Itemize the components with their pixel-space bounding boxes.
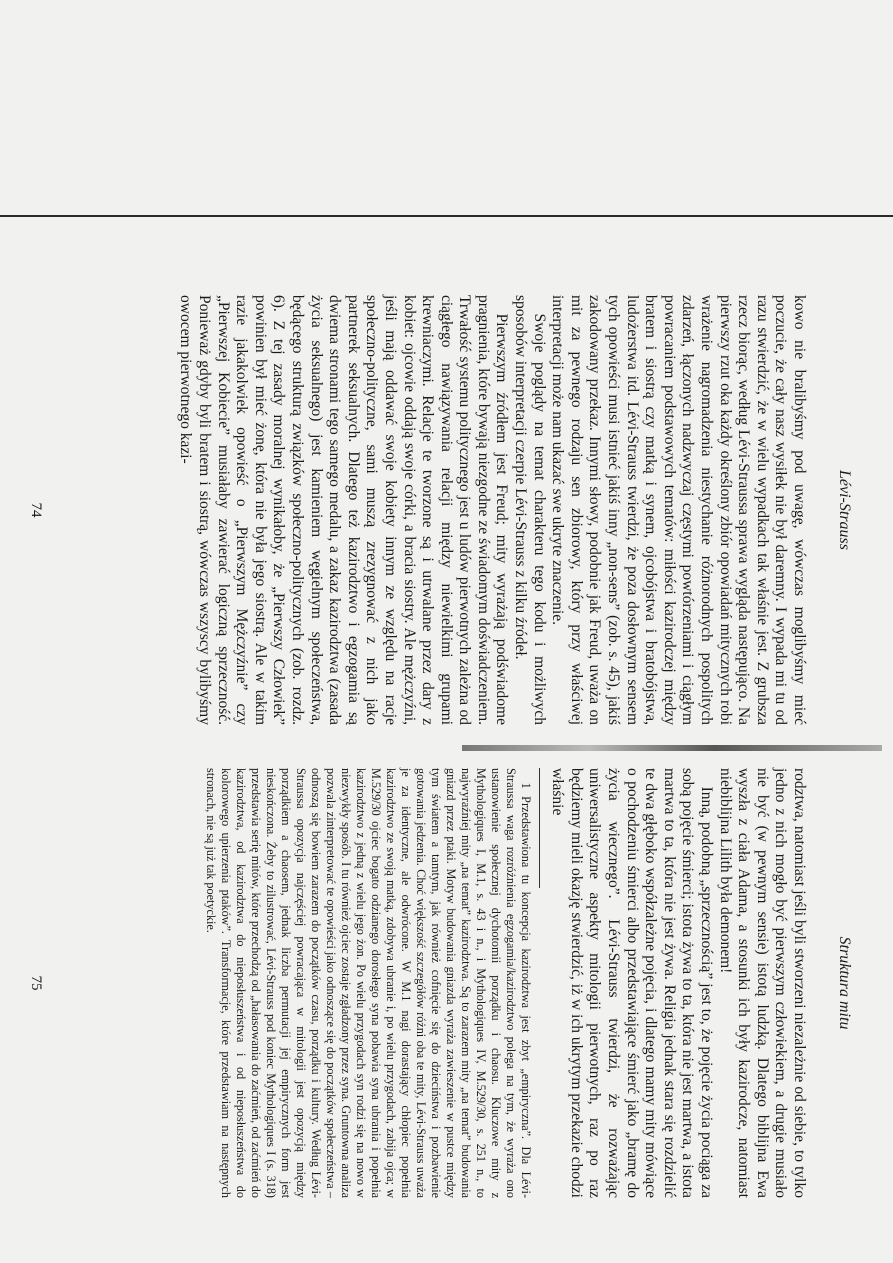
top-scan-edge xyxy=(0,215,893,217)
page-number: 75 xyxy=(27,975,44,991)
book-gutter-shadow xyxy=(462,745,882,751)
paragraph: Pierwszym źródłem jest Freud; mity wyrażają podświadome pragnienia, które bywają niezgodne ze świadomym doświadczeniem. Trwałość systemu politycznego jest u ludów pierwotnych zależna od ciągłego nawiązywania relacji między niewielkimi grupami krewniaczymi. Relacje te tworzone są i utrwalane przez dary z kobiet: ojcowie oddają swoje córki, a bracia siostry. Ale mężczyźni, jeśli mają oddawać swoje kobiety innym ze względu na racje społeczno-polityczne, sami muszą zrezygnować z nich jako partnerek seksualnych. Dlatego też kazirodztwo i egzogamia są dwiema stronami tego samego medalu, a zakaz kazirodztwa (zasada życia seksualnego) jest kamieniem węgielnym społeczeństwa, będącego strukturą związków społeczno-politycznych (zob. rozdz. 6). Z tej zasady moralnej wynikałoby, że „Pierwszy Człowiek” powinien był mieć żonę, która nie była jego siostrą. Ale w takim razie jakakolwiek opowieść o „Pierwszym Mężczyźnie” czy „Pierwszej Kobiecie” musiałaby zawierać logiczną sprzeczność. Ponieważ gdyby byli bratem i siostrą, wówczas wszyscy bylibyśmy owocem pierwotnego kazi- xyxy=(177,295,511,725)
paragraph: kowo nie bralibyśmy pod uwagę, wówczas moglibyśmy mieć poczucie, że cały nasz wysiłek nie był daremny. I wypada mi tu od razu stwierdzić, że w wielu wypadkach tak właśnie jest. Z grubsza rzecz biorąc, według Lévi-Straussa sprawa wygląda następująco. Na pierwszy rzut oka każdy określony zbiór opowiadań mitycznych robi wrażenie nagromadzenia niestychanie różnorodnych pospolitych zdarzeń, łączonych nadzwyczaj częstymi powtórzeniami i ciągłym powracaniem podstawowych tematów: miłości kazirodczej między bratem i siostrą czy matką i synem, ojcobójstwa i bratobójstwa, ludożerstwa itd. Lévi-Strauss twierdzi, że poza dosłownym sensem tych opowieści musi istnieć jakiś inny „non-sens” (zob. s. 45), jakiś zakodowany przekaz. Innymi słowy, podobnie jak Freud, uważa on mit za pewnego rodzaju sen zbiorowy, który przy właściwej interpretacji może nam ukazać swe ukryte znaczenie. xyxy=(549,295,808,725)
page-number: 74 xyxy=(27,502,44,518)
paragraph: Swoje poglądy na temat charakteru tego kodu i możliwych sposobów interpretacji czerpie Lévi-Strauss z kilku źródeł. xyxy=(512,295,548,725)
running-head: Struktura mitu xyxy=(836,936,853,1030)
running-head: Lévi-Strauss xyxy=(836,470,853,550)
paragraph: rodztwa, natomiast jeśli byli stworzeni niezależnie od siebie, to tylko jedno z nich mogło być pierwszym człowiekiem, a drugie musiało nie być (w pewnym sensie) istotą ludzką. Dlatego biblijna Ewa wyszła z ciała Adama, a stosunki ich były kazirodcze, natomiast niebiblijna Lilith była demonem! xyxy=(716,768,808,1198)
right-page xyxy=(27,768,853,1198)
paragraph: Inną, podobną „sprzecznością” jest to, że pojęcie życia pociąga za sobą pojęcie śmierci; istota żywa to ta, która nie jest martwa, a istota martwa to ta, która nie jest żywa. Religia jednak stara się rozdzielić te dwa głęboko współzależne pojęcia, i dlatego mamy mity mówiące o pochodzeniu śmierci albo przedstawiające śmierć jako „bramę do życia wiecznego”. Lévi-Strauss twierdzi, że rozważając uniwersalistyczne aspekty mitologii pierwotnych, raz po raz będziemy mieli okazję stwierdzić, iż w ich ukrytym przekazie chodzi właśnie xyxy=(549,768,716,1198)
left-page xyxy=(27,295,853,725)
footnote-rule xyxy=(539,768,540,888)
footnote: 1 Przedstawiona tu koncepcja kazirodztwa jest zbyt „empiryczna”. Dla Lévi-Straussa waga rozróżnienia egzogamia/kazirodztwo polega na tym, że wyraża ono ustanowienie społecznej dychotomii porządku i chaosu. Kluczowe mity z Mythologiques I, M.1, s. 43 i n., i Mythologiques IV, M.529/30, s. 251 n., to najwyraźniej mity „na temat” kazirodztwa. Są to zarazem mity „na temat” budowania gniazd przez ptaki. Motyw budowania gniazda wyraża zawieszenie w pustce między tym światem a tamtym, jak również cofnięcie się do dzieciństwa i pozbawienie gotowania jedzenia. Choć większość szczegółów różni oba te mity, Lévi-Strauss uważa je za identyczne, ale odwrócone. W M.1 nagi dorastający chłopiec popełnia kazirodztwo ze swoją matką, zdobywa ubranie i, po wielu przygodach, zabija ojca; w M.529/30 ojciec bogato odzianego dorosłego syna pobawia syna ubrania i popełnia kazirodztwo z jedną z wielu jego żon. Po wielu przygodach syn rodzi się na nowo w niezwykły sposób. I tu również ojciec zostaje zgładzony przez syna. Gruntowna analiza pozwala zinterpretować te opowieści jako odnoszące się do początków społeczeństwa – odnoszą się bowiem zarazem do początków czasu, porządku i kultury. Według Lévi-Straussa opozycja najczęściej powracająca w mitologii jest opozycją między porządkiem a chaosem, jednak liczba permutacji jej empirycznych form jest nieskończona. Żeby to zilustrować, Lévi-Strauss pod koniec Mythologiques I (s. 318) przedstawia serię mitów, które przechodzą od „hałasowania do zaćmień, od zaćmień do kazirodztwa, od kazirodztwa do nieposłuszeństwa i od nieposłuszeństwa do kolorowego upierzenia ptaków”. Transformacje, które przedstawiam na następnych stronach, nie są już tak poetyckie. xyxy=(203,768,533,1198)
